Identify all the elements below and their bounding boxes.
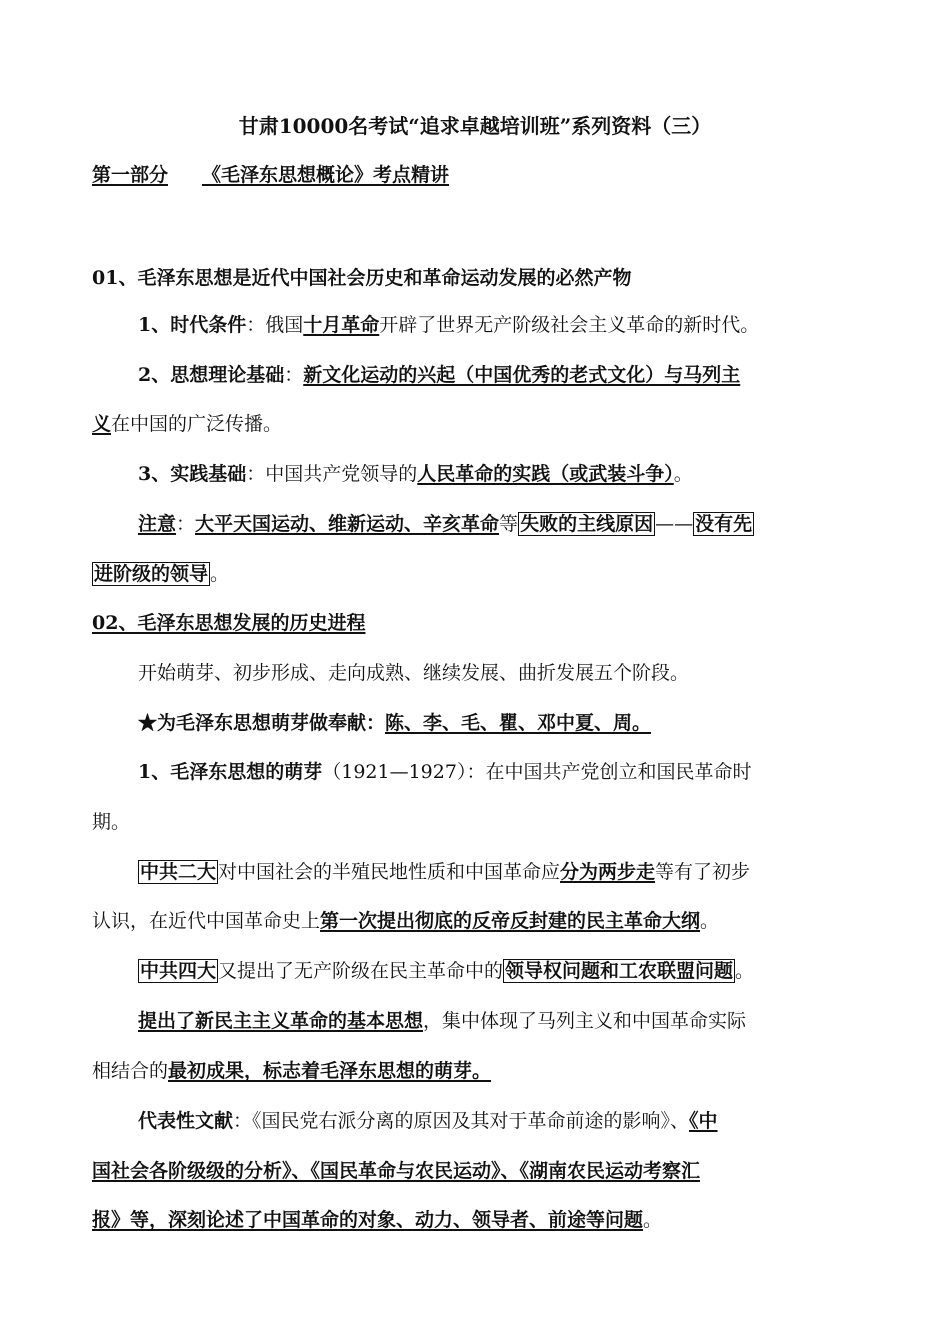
s01-theory-basis-cont	[92, 410, 282, 438]
works-end: 。	[643, 1209, 663, 1231]
s02-fourth-congress	[138, 957, 754, 985]
fourth-congress-box: 中共四大	[140, 960, 217, 982]
sub1-rest: ：在中国共产党创立和国民革命时	[466, 761, 752, 783]
s02-sub1-cont: 期。	[92, 811, 131, 833]
new-democracy-text: ，集中体现了马列主义和中国革命实际	[423, 1010, 747, 1032]
s01-practice-basis	[138, 460, 693, 488]
section-01-heading: 01、毛泽东思想是近代中国社会历史和革命运动发展的必然产物	[92, 267, 632, 289]
second-congress-text: 对中国社会的半殖民地性质和中国革命应	[218, 861, 561, 883]
works-underlined-3: 报》等，深刻论述了中国革命的对象、动力、领导者、前途等问题	[92, 1209, 644, 1231]
note-end: 。	[210, 563, 230, 585]
works-underlined-2: 国社会各阶级级的分析》、《国民革命与农民运动》、《湖南农民运动考察汇	[92, 1160, 701, 1182]
new-democracy-text-2: 相结合的	[92, 1060, 169, 1082]
sub1-label: 1、毛泽东思想的萌芽	[138, 761, 323, 783]
star-label: ★为毛泽东思想萌芽做奉献：	[138, 712, 386, 734]
theory-basis-colon: ：	[284, 364, 304, 386]
fourth-congress-text: 又提出了无产阶级在民主革命中的	[218, 960, 504, 982]
note-dash: ——	[655, 513, 694, 535]
first-program: 第一次提出彻底的反帝反封建的民主革命大纲	[320, 910, 701, 932]
era-conditions-rest: 开辟了世界无产阶级社会主义革命的新时代。	[379, 314, 760, 336]
note-mid: 等	[499, 513, 519, 535]
s01-era-conditions	[138, 311, 759, 339]
second-congress-text-2: 等有了初步	[655, 861, 751, 883]
part-heading-text: 《毛泽东思想概论》考点精讲	[202, 164, 450, 186]
era-conditions-label: 1、时代条件	[138, 314, 247, 336]
section-02-heading-text: 02、毛泽东思想发展的历史进程	[92, 612, 366, 634]
theory-basis-label: 2、思想理论基础	[138, 364, 285, 386]
note-colon: ：	[176, 513, 196, 535]
s02-new-democracy-cont	[92, 1057, 491, 1085]
sub1-years: （1921—1927）	[322, 761, 467, 783]
note-no-leadership-box-cont: 进阶级的领导	[94, 563, 209, 585]
works-label: 代表性文献	[138, 1110, 234, 1132]
s02-works	[138, 1107, 718, 1135]
s02-works-cont-2	[92, 1206, 662, 1234]
new-democracy-thought: 提出了新民主主义革命的基本思想	[138, 1010, 424, 1032]
fourth-congress-end: 。	[735, 960, 755, 982]
second-congress-end: 。	[700, 910, 720, 932]
s01-theory-basis	[138, 361, 740, 389]
s02-stages: 开始萌芽、初步形成、走向成熟、继续发展、曲折发展五个阶段。	[138, 662, 690, 684]
works-underlined-1: 《中	[689, 1110, 718, 1132]
s01-note-cont	[92, 560, 229, 588]
leadership-alliance-box: 领导权问题和工农联盟问题	[505, 960, 734, 982]
october-revolution: 十月革命	[303, 314, 380, 336]
star-contributors: 陈、李、毛、瞿、邓中夏、周。	[385, 712, 652, 734]
practice-basis-underlined: 人民革命的实践（或武装斗争）	[417, 463, 674, 485]
two-steps: 分为两步走	[560, 861, 656, 883]
s02-works-cont	[92, 1157, 700, 1185]
theory-basis-underlined-end: 义	[92, 413, 112, 435]
second-congress-text-3: 认识，在近代中国革命史上	[92, 910, 321, 932]
s02-star-line	[138, 709, 651, 737]
era-conditions-colon: ：俄国	[246, 314, 304, 336]
theory-basis-rest: 在中国的广泛传播。	[111, 413, 283, 435]
s02-sub1	[138, 758, 751, 786]
practice-basis-end: 。	[673, 463, 693, 485]
note-failure-reason-box: 失败的主线原因	[520, 513, 654, 535]
part-heading	[92, 161, 449, 189]
s01-note	[138, 510, 754, 538]
part-heading-label: 第一部分	[92, 164, 169, 186]
note-no-leadership-box: 没有先	[695, 513, 753, 535]
document-title: 甘肃10000名考试“追求卓越培训班”系列资料（三）	[238, 114, 712, 138]
note-movements: 大平天国运动、维新运动、辛亥革命	[195, 513, 500, 535]
practice-basis-colon: ：中国共产党领导的	[246, 463, 418, 485]
note-label: 注意	[138, 513, 177, 535]
s02-second-congress-cont	[92, 907, 719, 935]
initial-results: 最初成果，标志着毛泽东思想的萌芽。	[168, 1060, 492, 1082]
s02-new-democracy	[138, 1007, 746, 1035]
section-02-heading	[92, 609, 365, 637]
second-congress-box: 中共二大	[140, 861, 217, 883]
theory-basis-underlined: 新文化运动的兴起（中国优秀的老式文化）与马列主	[303, 364, 741, 386]
works-text: ：《国民党右派分离的原因及其对于革命前途的影响》、	[233, 1110, 690, 1132]
s02-second-congress	[138, 858, 750, 886]
practice-basis-label: 3、实践基础	[138, 463, 247, 485]
